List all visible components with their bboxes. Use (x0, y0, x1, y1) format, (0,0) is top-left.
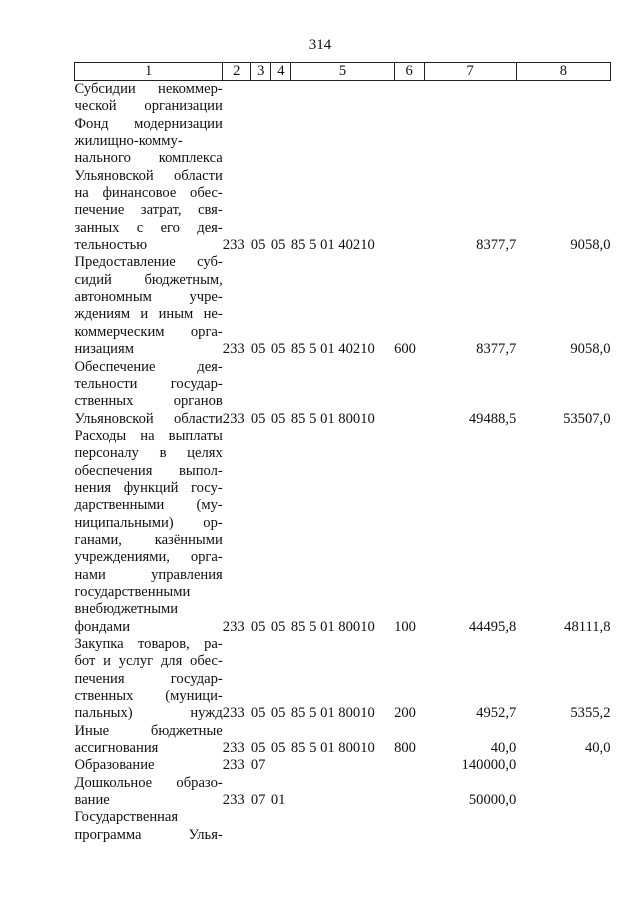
table-header-row (75, 63, 611, 81)
item-name-line: печение затрат, свя- (74, 202, 223, 219)
amount-year1-cell: 140000,0 (461, 757, 517, 774)
item-name-line: Закупка товаров, ра- (74, 636, 223, 652)
subsection-code-cell: 05 (270, 410, 286, 427)
column-header: 2 (223, 63, 251, 81)
item-name-cell (75, 757, 223, 774)
target-article-cell: 85 5 01 40210 (290, 341, 375, 358)
item-name-line: занных с его дея- (74, 219, 223, 236)
budget-table (74, 62, 611, 844)
amount-year2-cell (516, 775, 610, 810)
item-name-line: Государственная (74, 809, 179, 826)
expense-type-cell: 200 (394, 705, 416, 722)
table-row (75, 636, 611, 723)
item-name-line: на финансовое обес- (74, 185, 223, 202)
amount-year2-cell: 9058,0 (570, 341, 611, 358)
target-article-cell (291, 809, 394, 844)
subsection-code-cell: 05 (270, 341, 286, 358)
item-name-line: ческой организации (74, 98, 223, 115)
table-row (75, 81, 611, 255)
expense-type-cell: 600 (394, 341, 416, 358)
amount-year1-cell: 40,0 (490, 740, 517, 757)
item-name-cell (75, 809, 223, 844)
amount-year2-cell: 9058,0 (570, 237, 611, 254)
target-article-cell (291, 775, 394, 810)
expense-type-cell (394, 757, 424, 774)
subsection-code-cell (271, 809, 291, 844)
table-row (75, 254, 611, 358)
column-header: 4 (271, 63, 291, 81)
item-name-line: ственных органов (74, 393, 223, 410)
amount-year1-cell: 8377,7 (476, 341, 517, 358)
grbs-code-cell: 233 (222, 705, 245, 722)
subsection-code-cell: 01 (270, 792, 286, 809)
item-name-line: печения государ- (74, 670, 223, 687)
expense-type-cell: 800 (394, 740, 416, 757)
section-code-cell: 05 (250, 705, 266, 722)
column-header: 8 (516, 63, 610, 81)
item-name-line: ждениям и иным не- (74, 306, 223, 323)
grbs-code-cell: 233 (222, 410, 245, 427)
section-code-cell (251, 809, 271, 844)
section-code-cell: 07 (250, 792, 266, 809)
table-row (75, 723, 611, 758)
item-name-cell (75, 775, 223, 810)
section-code-cell: 05 (250, 410, 266, 427)
amount-year1-cell (424, 809, 516, 844)
amount-year1-cell: 49488,5 (468, 410, 517, 427)
item-name-line: сидий бюджетным, (74, 271, 223, 288)
amount-year1-cell: 44495,8 (468, 618, 517, 635)
section-code-cell: 05 (250, 618, 266, 635)
grbs-code-cell: 233 (222, 237, 245, 254)
amount-year2-cell (516, 757, 610, 774)
expense-type-cell (394, 81, 424, 255)
column-header: 7 (424, 63, 516, 81)
item-name-line: фондами (74, 618, 131, 635)
amount-year1-cell: 4952,7 (476, 705, 517, 722)
item-name-line: ниципальными) ор- (74, 514, 223, 531)
item-name-cell (75, 359, 223, 428)
item-name-line: тельностью (74, 237, 148, 254)
item-name-line: нами управления (74, 566, 223, 583)
item-name-line: программа Улья- (74, 826, 223, 843)
target-article-cell: 85 5 01 80010 (290, 740, 375, 757)
item-name-line: учреждениями, орга- (74, 549, 223, 566)
grbs-code-cell: 233 (222, 341, 245, 358)
table-row (75, 809, 611, 844)
item-name-line: автономным учре- (74, 289, 223, 306)
amount-year2-cell: 40,0 (584, 740, 611, 757)
column-header: 6 (394, 63, 424, 81)
item-name-line: ассигнования (74, 740, 159, 757)
item-name-line: ганами, казёнными (74, 531, 223, 548)
item-name-line: Ульяновской области (74, 410, 223, 427)
item-name-line: Дошкольное образо- (74, 774, 223, 791)
item-name-line: Обеспечение дея- (74, 358, 223, 375)
item-name-line: персоналу в целях (74, 445, 223, 462)
page-number: 314 (308, 37, 332, 53)
target-article-cell: 85 5 01 80010 (290, 618, 375, 635)
item-name-line: тельности государ- (74, 375, 223, 392)
item-name-cell (75, 81, 223, 255)
grbs-code-cell: 233 (222, 618, 245, 635)
item-name-cell (75, 723, 223, 758)
item-name-line: Предоставление суб- (74, 254, 223, 271)
expense-type-cell (394, 359, 424, 428)
item-name-line: низациям (74, 341, 134, 358)
item-name-cell (75, 636, 223, 723)
grbs-code-cell: 233 (222, 757, 245, 774)
subsection-code-cell (271, 757, 291, 774)
table-row (75, 359, 611, 428)
item-name-line: Субсидии некоммер- (74, 81, 223, 97)
table-body (75, 81, 611, 845)
section-code-cell: 07 (250, 757, 266, 774)
item-name-line: нения функций госу- (74, 479, 223, 496)
table-row (75, 428, 611, 636)
expense-type-cell: 100 (394, 618, 416, 635)
amount-year1-cell: 50000,0 (468, 792, 517, 809)
target-article-cell: 85 5 01 80010 (290, 410, 375, 427)
item-name-line: вание (74, 792, 110, 809)
expense-type-cell (394, 775, 424, 810)
item-name-line: нального комплекса (74, 150, 223, 167)
grbs-code-cell (223, 809, 251, 844)
amount-year2-cell (516, 809, 610, 844)
subsection-code-cell: 05 (270, 618, 286, 635)
column-header: 5 (291, 63, 394, 81)
item-name-line: Иные бюджетные (74, 722, 223, 739)
item-name-line: внебюджетными (74, 601, 179, 618)
item-name-line: жилищно-комму- (74, 133, 183, 150)
item-name-line: государственными (74, 583, 191, 600)
item-name-line: обеспечения выпол- (74, 462, 223, 479)
column-header: 1 (75, 63, 223, 81)
grbs-code-cell: 233 (222, 740, 245, 757)
section-code-cell: 05 (250, 237, 266, 254)
subsection-code-cell: 05 (270, 740, 286, 757)
expense-type-cell (394, 809, 424, 844)
item-name-line: Фонд модернизации (74, 115, 223, 132)
item-name-line: Ульяновской области (74, 167, 223, 184)
item-name-line: бот и услуг для обес- (74, 653, 223, 670)
item-name-line: ственных (муници- (74, 688, 223, 705)
section-code-cell: 05 (250, 740, 266, 757)
target-article-cell (291, 757, 394, 774)
target-article-cell: 85 5 01 80010 (290, 705, 375, 722)
target-article-cell: 85 5 01 40210 (290, 237, 375, 254)
subsection-code-cell: 05 (270, 705, 286, 722)
item-name-line: Расходы на выплаты (74, 427, 223, 444)
amount-year1-cell: 8377,7 (476, 237, 517, 254)
item-name-line: Образование (74, 757, 155, 774)
amount-year2-cell: 5355,2 (570, 705, 611, 722)
table-row (75, 757, 611, 774)
item-name-cell (75, 428, 223, 636)
section-code-cell: 05 (250, 341, 266, 358)
item-name-line: дарственными (му- (74, 497, 223, 514)
subsection-code-cell: 05 (270, 237, 286, 254)
table-row (75, 775, 611, 810)
amount-year2-cell: 53507,0 (563, 410, 611, 427)
amount-year2-cell: 48111,8 (564, 618, 611, 635)
item-name-cell (75, 254, 223, 358)
item-name-line: пальных) нужд (74, 705, 223, 722)
item-name-line: коммерческим орга- (74, 323, 223, 340)
grbs-code-cell: 233 (222, 792, 245, 809)
column-header: 3 (251, 63, 271, 81)
